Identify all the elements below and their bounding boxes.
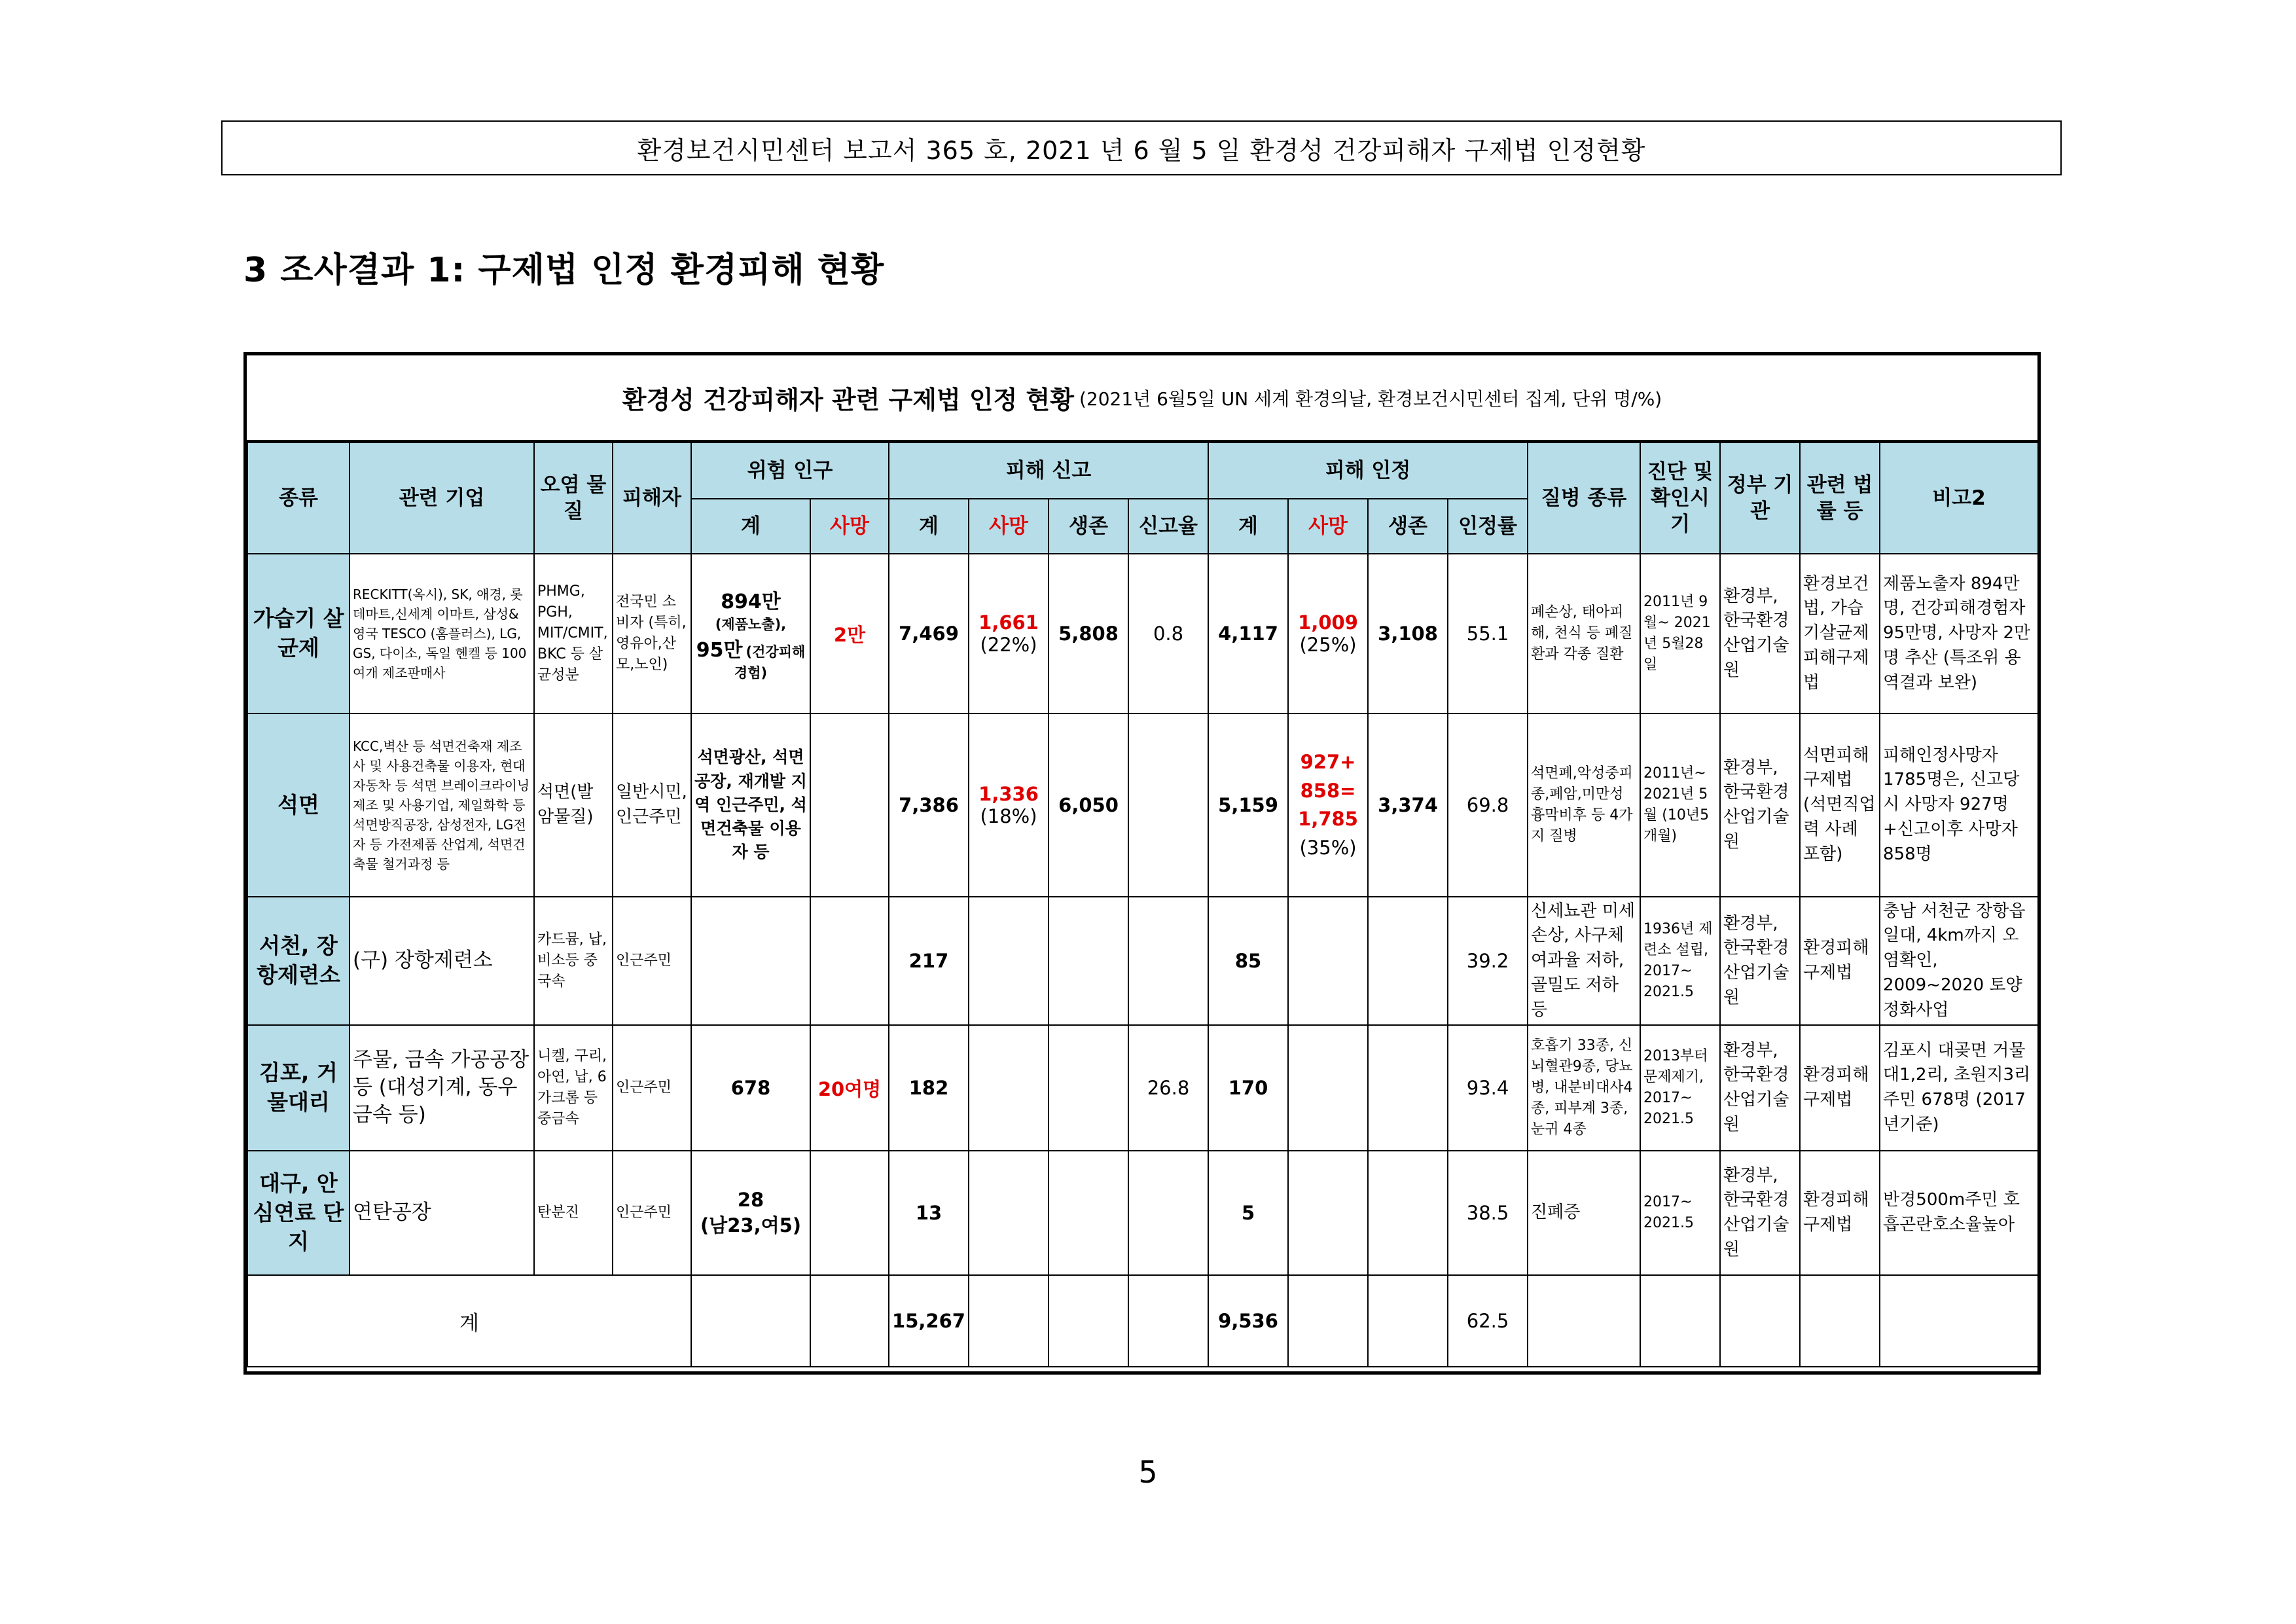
- row-risk-death: 2만: [810, 554, 889, 713]
- col-law: 관련 법률 등: [1800, 442, 1880, 554]
- col-note: 비고2: [1880, 442, 2038, 554]
- row-company: (구) 장항제련소: [350, 897, 534, 1025]
- row-law: 환경보건법, 가습기살균제피해구제법: [1800, 554, 1880, 713]
- table-row: [247, 554, 2038, 713]
- death-count: 1,336: [978, 783, 1039, 805]
- total-rec-alive: [1368, 1275, 1448, 1367]
- row-rec-total: 5,159: [1208, 713, 1288, 897]
- col-rep-rate: 신고율: [1128, 499, 1208, 554]
- row-risk-death: [810, 713, 889, 897]
- row-rec-rate: 93.4: [1448, 1025, 1528, 1151]
- row-disease: 호흡기 33종, 신뇌혈관9종, 당뇨병, 내분비대사4종, 피부계 3종, 눈귀 4종: [1528, 1025, 1640, 1151]
- row-rep-alive: [1049, 1151, 1128, 1275]
- row-company: 주물, 금속 가공공장 등 (대성기계, 동우금속 등): [350, 1025, 534, 1151]
- total-rec-rate: 62.5: [1448, 1275, 1528, 1367]
- row-rep-death: [969, 1025, 1049, 1151]
- table-row: [247, 713, 2038, 897]
- col-gov: 정부 기관: [1720, 442, 1800, 554]
- row-pollutant: 탄분진: [534, 1151, 613, 1275]
- total-rep-rate: [1128, 1275, 1208, 1367]
- table-row: [247, 1151, 2038, 1275]
- row-rec-total: 170: [1208, 1025, 1288, 1151]
- col-risk-total: 계: [691, 499, 810, 554]
- row-company: 연탄공장: [350, 1151, 534, 1275]
- row-gov: 환경부, 한국환경산업기술원: [1720, 554, 1800, 713]
- row-type: 가습기 살균제: [247, 554, 350, 713]
- row-rep-rate: [1128, 897, 1208, 1025]
- col-rec-death: 사망: [1288, 499, 1368, 554]
- col-rep-alive: 생존: [1049, 499, 1128, 554]
- row-rec-alive: [1368, 1151, 1448, 1275]
- row-note: 피해인정사망자 1785명은, 신고당시 사망자 927명 +신고이후 사망자 858명: [1880, 713, 2038, 897]
- col-type: 종류: [247, 442, 350, 554]
- col-pollutant: 오염 물질: [534, 442, 613, 554]
- header-row-1: [247, 442, 2038, 499]
- risk-note: (제품노출),: [715, 617, 787, 632]
- row-rec-death: [1288, 1151, 1368, 1275]
- risk-value: 28: [737, 1188, 764, 1211]
- risk-value: 894만: [721, 590, 781, 613]
- row-rec-death: [1288, 1025, 1368, 1151]
- row-victim: 인근주민: [613, 1025, 691, 1151]
- row-rec-alive: 3,374: [1368, 713, 1448, 897]
- total-diagnosis: [1640, 1275, 1720, 1367]
- row-rep-death: [969, 554, 1049, 713]
- row-note: 충남 서천군 장항읍 일대, 4km까지 오염확인, 2009~2020 토양정화사업: [1880, 897, 2038, 1025]
- row-risk-total: [691, 1151, 810, 1275]
- col-disease: 질병 종류: [1528, 442, 1640, 554]
- risk-value: 95만: [696, 639, 743, 662]
- row-rec-rate: 69.8: [1448, 713, 1528, 897]
- total-disease: [1528, 1275, 1640, 1367]
- total-risk-death: [810, 1275, 889, 1367]
- row-rep-rate: [1128, 1151, 1208, 1275]
- col-rec-rate: 인정률: [1448, 499, 1528, 554]
- row-diagnosis: 2013부터 문제제기, 2017~ 2021.5: [1640, 1025, 1720, 1151]
- col-recognition: 피해 인정: [1208, 442, 1528, 499]
- row-rep-total: 182: [889, 1025, 969, 1151]
- row-type: 대구, 안심연료 단지: [247, 1151, 350, 1275]
- recognition-table: [247, 442, 2039, 1367]
- row-rep-death: [969, 1151, 1049, 1275]
- row-rec-rate: 39.2: [1448, 897, 1528, 1025]
- table-caption: [247, 355, 2037, 442]
- row-rec-rate: 38.5: [1448, 1151, 1528, 1275]
- page-number: 5: [1138, 1454, 1158, 1490]
- total-risk-total: [691, 1275, 810, 1367]
- row-law: 환경피해구제법: [1800, 897, 1880, 1025]
- row-rec-alive: 3,108: [1368, 554, 1448, 713]
- total-rep-death: [969, 1275, 1049, 1367]
- row-gov: 환경부, 한국환경산업기술원: [1720, 1025, 1800, 1151]
- row-law: 석면피해구제법 (석면직업력 사례 포함): [1800, 713, 1880, 897]
- total-rep-total: 15,267: [889, 1275, 969, 1367]
- row-rec-alive: [1368, 897, 1448, 1025]
- row-risk-total: [691, 554, 810, 713]
- row-disease: 신세뇨관 미세손상, 사구체여과율 저하, 골밀도 저하 등: [1528, 897, 1640, 1025]
- total-note: [1880, 1275, 2038, 1367]
- row-rep-total: 217: [889, 897, 969, 1025]
- death-count-part: 927+: [1300, 751, 1356, 773]
- section-title: 3 조사결과 1: 구제법 인정 환경피해 현황: [243, 251, 885, 290]
- report-header: 환경보건시민센터 보고서 365 호, 2021 년 6 월 5 일 환경성 건강피해자 구제법 인정현황: [221, 120, 2062, 175]
- death-percent: (22%): [980, 634, 1037, 656]
- col-rec-total: 계: [1208, 499, 1288, 554]
- row-victim: 전국민 소비자 (특히, 영유아,산모,노인): [613, 554, 691, 713]
- total-row: [247, 1275, 2038, 1367]
- row-rec-death: [1288, 554, 1368, 713]
- row-pollutant: PHMG, PGH, MIT/CMIT, BKC 등 살균성분: [534, 554, 613, 713]
- col-company: 관련 기업: [350, 442, 534, 554]
- row-rec-death: [1288, 713, 1368, 897]
- row-risk-death: [810, 897, 889, 1025]
- col-report: 피해 신고: [889, 442, 1208, 499]
- table-caption-main: 환경성 건강피해자 관련 구제법 인정 현황: [622, 386, 1074, 414]
- row-rec-total: 85: [1208, 897, 1288, 1025]
- row-rec-alive: [1368, 1025, 1448, 1151]
- row-risk-total: 석면광산, 석면공장, 재개발 지역 인근주민, 석면건축물 이용자 등: [691, 713, 810, 897]
- row-rep-rate: [1128, 713, 1208, 897]
- death-count-part: 858=: [1300, 779, 1356, 802]
- total-gov: [1720, 1275, 1800, 1367]
- total-label: 계: [247, 1275, 691, 1367]
- row-rep-rate: 0.8: [1128, 554, 1208, 713]
- death-percent: (25%): [1299, 634, 1357, 656]
- col-risk-pop: 위험 인구: [691, 442, 889, 499]
- total-law: [1800, 1275, 1880, 1367]
- row-victim: 인근주민: [613, 1151, 691, 1275]
- row-type: 김포, 거물대리: [247, 1025, 350, 1151]
- row-law: 환경피해구제법: [1800, 1151, 1880, 1275]
- death-percent: (35%): [1299, 836, 1357, 859]
- row-rep-total: 13: [889, 1151, 969, 1275]
- death-count: 1,009: [1298, 611, 1358, 634]
- death-count: 1,661: [978, 611, 1039, 634]
- row-rep-total: 7,386: [889, 713, 969, 897]
- row-rep-rate: 26.8: [1128, 1025, 1208, 1151]
- row-victim: 일반시민, 인근주민: [613, 713, 691, 897]
- row-diagnosis: 2011년~ 2021년 5월 (10년5개월): [1640, 713, 1720, 897]
- row-risk-total: [691, 897, 810, 1025]
- row-pollutant: 석면(발암물질): [534, 713, 613, 897]
- recognition-table-frame: [243, 352, 2041, 1375]
- row-company: RECKITT(옥시), SK, 애경, 롯데마트,신세계 이마트, 삼성&영국 TESCO (홈플러스), LG, GS, 다이소, 독일 헨켈 등 100여개 제조판매사: [350, 554, 534, 713]
- row-note: 제품노출자 894만명, 건강피해경험자 95만명, 사망자 2만명 추산 (특조위 용역결과 보완): [1880, 554, 2038, 713]
- row-company: KCC,벽산 등 석면건축재 제조사 및 사용건축물 이용자, 현대자동차 등 석면 브레이크라이닝 제조 및 사용기업, 제일화학 등 석면방직공장, 삼성전자, LG전자 등 가전제품 산업계, 석면건축물 철거과정 등: [350, 713, 534, 897]
- row-law: 환경피해구제법: [1800, 1025, 1880, 1151]
- row-pollutant: 카드뮴, 납, 비소등 중국속: [534, 897, 613, 1025]
- row-rep-total: 7,469: [889, 554, 969, 713]
- row-rec-death: [1288, 897, 1368, 1025]
- row-risk-total: 678: [691, 1025, 810, 1151]
- row-type: 서천, 장항제련소: [247, 897, 350, 1025]
- col-risk-death: 사망: [810, 499, 889, 554]
- row-disease: 폐손상, 태아피해, 천식 등 폐질환과 각종 질환: [1528, 554, 1640, 713]
- row-type: 석면: [247, 713, 350, 897]
- col-rep-death: 사망: [969, 499, 1049, 554]
- col-rep-total: 계: [889, 499, 969, 554]
- total-rec-death: [1288, 1275, 1368, 1367]
- row-risk-death: [810, 1151, 889, 1275]
- death-percent: (18%): [980, 805, 1037, 827]
- death-count: 1,785: [1298, 808, 1358, 830]
- row-gov: 환경부, 한국환경산업기술원: [1720, 897, 1800, 1025]
- table-row: [247, 897, 2038, 1025]
- row-victim: 인근주민: [613, 897, 691, 1025]
- row-diagnosis: 2011년 9월~ 2021년 5월28일: [1640, 554, 1720, 713]
- row-rep-death: [969, 713, 1049, 897]
- row-rep-alive: 6,050: [1049, 713, 1128, 897]
- row-rec-total: 5: [1208, 1151, 1288, 1275]
- row-disease: 진폐증: [1528, 1151, 1640, 1275]
- row-rep-alive: [1049, 897, 1128, 1025]
- col-diagnosis: 진단 및 확인시기: [1640, 442, 1720, 554]
- risk-note: (남23,여5): [700, 1214, 802, 1236]
- row-note: 김포시 대곶면 거물대1,2리, 초원지3리 주민 678명 (2017년기준): [1880, 1025, 2038, 1151]
- table-caption-sub: (2021년 6월5일 UN 세계 환경의날, 환경보건시민센터 집계, 단위 명/%): [1079, 388, 1662, 410]
- row-rec-total: 4,117: [1208, 554, 1288, 713]
- row-diagnosis: 1936년 제련소 설립, 2017~ 2021.5: [1640, 897, 1720, 1025]
- row-rep-death: [969, 897, 1049, 1025]
- total-rec-total: 9,536: [1208, 1275, 1288, 1367]
- row-diagnosis: 2017~ 2021.5: [1640, 1151, 1720, 1275]
- total-rep-alive: [1049, 1275, 1128, 1367]
- col-rec-alive: 생존: [1368, 499, 1448, 554]
- risk-note: (건강피해 경험): [734, 644, 806, 681]
- row-gov: 환경부, 한국환경산업기술원: [1720, 1151, 1800, 1275]
- row-risk-death: 20여명: [810, 1025, 889, 1151]
- row-pollutant: 니켈, 구리, 아연, 납, 6가크롬 등 중금속: [534, 1025, 613, 1151]
- row-rep-alive: [1049, 1025, 1128, 1151]
- row-rec-rate: 55.1: [1448, 554, 1528, 713]
- row-rep-alive: 5,808: [1049, 554, 1128, 713]
- table-row: [247, 1025, 2038, 1151]
- row-gov: 환경부, 한국환경산업기술원: [1720, 713, 1800, 897]
- row-disease: 석면폐,악성중피종,폐암,미만성흉막비후 등 4가지 질병: [1528, 713, 1640, 897]
- col-victim: 피해자: [613, 442, 691, 554]
- row-note: 반경500m주민 호흡곤란호소율높아: [1880, 1151, 2038, 1275]
